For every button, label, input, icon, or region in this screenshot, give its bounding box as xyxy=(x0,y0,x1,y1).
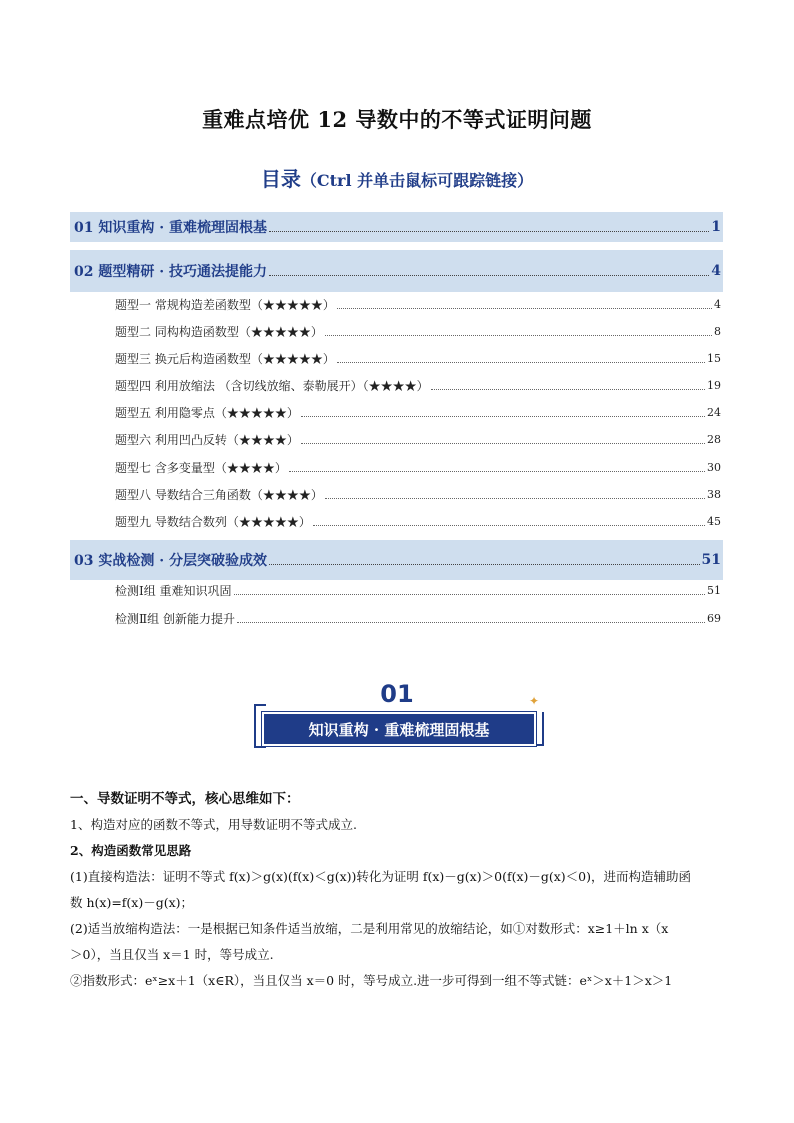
content-paragraph: (1)直接构造法：证明不等式 f(x)＞g(x)(f(x)＜g(x))转化为证明 f(x)－g(x)＞0(f(x)－g(x)＜0)，进而构造辅助函 xyxy=(70,869,692,884)
toc-page-number: 19 xyxy=(707,379,721,392)
toc-entry-label: 题型七 含多变量型（★★★★） xyxy=(115,461,287,475)
toc-leader-dots xyxy=(431,389,705,390)
toc-entry-type-2[interactable] xyxy=(115,323,721,340)
toc-leader-dots xyxy=(234,594,705,595)
toc-page-number: 51 xyxy=(701,552,721,568)
toc-entry-label: 题型四 利用放缩法 （含切线放缩、泰勒展开）（★★★★） xyxy=(115,379,429,393)
page-title: 重难点培优 12 导数中的不等式证明问题 xyxy=(202,107,592,132)
content-paragraph: (2)适当放缩构造法：一是根据已知条件适当放缩，二是利用常见的放缩结论，如①对数形式：x≥1＋ln x（x xyxy=(70,921,669,936)
toc-entry-label: 题型二 同构构造函数型（★★★★★） xyxy=(115,325,323,339)
content-paragraph: ②指数形式：eˣ≥x＋1（x∈R），当且仅当 x＝0 时，等号成立.进一步可得到一组不等式链：eˣ＞x＋1＞x＞1 xyxy=(70,973,673,988)
toc-entry-label: 题型八 导数结合三角函数（★★★★） xyxy=(115,488,323,502)
content-paragraph: 1、构造对应的函数不等式，用导数证明不等式成立. xyxy=(70,817,357,832)
toc-title: 目录 xyxy=(260,167,301,191)
toc-section-01[interactable] xyxy=(70,212,723,242)
toc-leader-dots xyxy=(301,443,705,444)
toc-leader-dots xyxy=(269,231,709,232)
toc-page-number: 4 xyxy=(714,298,721,311)
toc-page-number: 38 xyxy=(707,488,721,501)
toc-entry-type-5[interactable] xyxy=(115,404,721,421)
toc-leader-dots xyxy=(325,498,705,499)
toc-entry-type-3[interactable] xyxy=(115,350,721,367)
toc-section-label: 03 实战检测 · 分层突破验成效 xyxy=(74,553,267,569)
toc-leader-dots xyxy=(301,416,705,417)
toc-leader-dots xyxy=(269,564,700,565)
content-heading: 一、导数证明不等式，核心思维如下： xyxy=(70,791,300,807)
toc-entry-label: 题型五 利用隐零点（★★★★★） xyxy=(115,406,299,420)
section-number: 01 xyxy=(380,680,414,708)
toc-entry-check-2[interactable] xyxy=(115,610,721,627)
toc-section-label: 01 知识重构 · 重难梳理固根基 xyxy=(74,220,267,236)
toc-page-number: 69 xyxy=(707,612,721,625)
toc-entry-type-7[interactable] xyxy=(115,459,721,476)
toc-entry-label: 题型九 导数结合数列（★★★★★） xyxy=(115,515,311,529)
toc-page-number: 1 xyxy=(711,219,721,235)
toc-section-02[interactable] xyxy=(70,250,723,292)
toc-entry-type-8[interactable] xyxy=(115,486,721,503)
toc-entry-label: 题型六 利用凹凸反转（★★★★） xyxy=(115,433,299,447)
toc-leader-dots xyxy=(313,525,705,526)
toc-entry-label: 题型一 常规构造差函数型（★★★★★） xyxy=(115,298,335,312)
toc-page-number: 30 xyxy=(707,461,721,474)
toc-entry-label: 题型三 换元后构造函数型（★★★★★） xyxy=(115,352,335,366)
toc-entry-label: 检测Ⅱ组 创新能力提升 xyxy=(115,612,235,626)
toc-leader-dots xyxy=(337,362,705,363)
toc-page-number: 24 xyxy=(707,406,721,419)
toc-page-number: 51 xyxy=(707,584,721,597)
toc-section-03[interactable] xyxy=(70,540,723,580)
toc-entry-check-1[interactable] xyxy=(115,582,721,599)
toc-page-number: 45 xyxy=(707,515,721,528)
content-block xyxy=(70,786,725,994)
toc-leader-dots xyxy=(289,471,705,472)
toc-entry-type-9[interactable] xyxy=(115,513,721,530)
content-paragraph: ＞0），当且仅当 x＝1 时，等号成立. xyxy=(70,947,274,962)
toc-leader-dots xyxy=(325,335,712,336)
toc-entry-label: 检测Ⅰ组 重难知识巩固 xyxy=(115,584,232,598)
toc-page-number: 28 xyxy=(707,433,721,446)
toc-leader-dots xyxy=(237,622,705,623)
toc-page-number: 15 xyxy=(707,352,721,365)
content-subheading: 2、构造函数常见思路 xyxy=(70,843,192,858)
toc-hint: （Ctrl 并单击鼠标可跟踪链接） xyxy=(300,171,534,190)
content-paragraph: 数 h(x)=f(x)－g(x)； xyxy=(70,895,194,910)
toc-entry-type-6[interactable] xyxy=(115,431,721,448)
toc-leader-dots xyxy=(337,308,712,309)
toc-section-label: 02 题型精研 · 技巧通法提能力 xyxy=(74,264,267,280)
section-banner: 知识重构 · 重难梳理固根基 xyxy=(262,712,536,746)
sparkle-icon: ✦ xyxy=(529,694,540,708)
toc-page-number: 4 xyxy=(711,263,721,279)
toc-heading xyxy=(0,163,794,192)
toc-leader-dots xyxy=(269,275,709,276)
toc-entry-type-4[interactable] xyxy=(115,377,721,394)
toc-entry-type-1[interactable] xyxy=(115,296,721,313)
toc-page-number: 8 xyxy=(714,325,721,338)
